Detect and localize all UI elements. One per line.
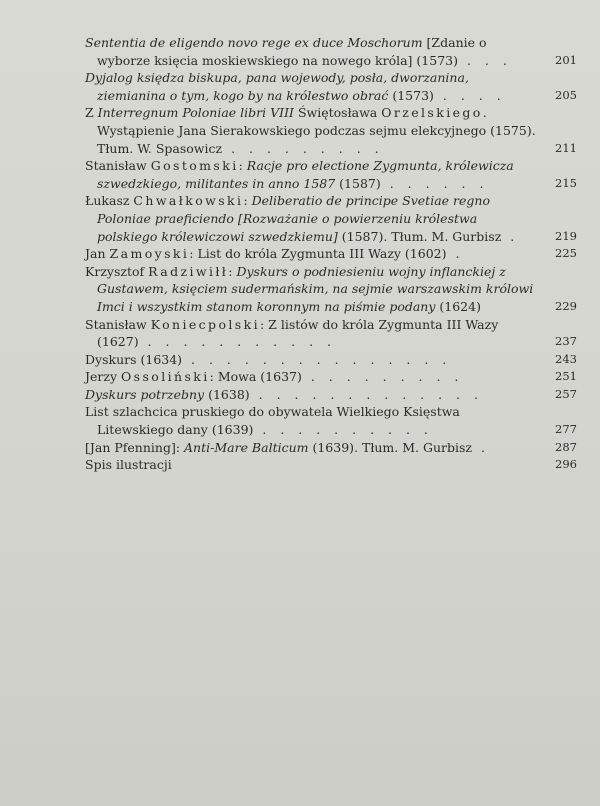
table-of-contents (85, 34, 577, 474)
author-firstname: Stanisław (85, 316, 151, 332)
toc-entry (85, 368, 577, 386)
toc-entry (85, 263, 577, 316)
toc-entry (85, 316, 577, 351)
toc-entry (85, 403, 577, 438)
author-firstname: Stanisław (85, 158, 151, 174)
entry-title: : List do króla Zygmunta III Wazy (1602) (189, 246, 447, 262)
entry-year: (1624) (435, 298, 481, 314)
toc-entry (85, 34, 577, 69)
author-surname: Zamoyski (109, 246, 190, 262)
page-number: 257 (555, 386, 577, 401)
entry-title: List szlachcica pruskiego do obywatela Wielkiego Księstwa Litewskiego dany (1639) (85, 404, 460, 438)
author-surname: Chwałkowski (133, 193, 244, 209)
toc-entry (85, 386, 577, 404)
leader-dots: . . . . . . . . . . (253, 422, 433, 438)
entry-title-translation: [Zdanie o wyborze księcia moskiewskiego na nowego króla] (97, 35, 487, 68)
author-bracketed: [Jan Pfenning]: (85, 439, 185, 455)
page-number: 229 (555, 298, 577, 313)
author-surname: Orzelskiego (381, 105, 483, 121)
page-number: 205 (555, 87, 577, 102)
entry-title: Deliberatio de principe Svetiae regno Poloniae praeficiendo [Rozważanie o powierzeniu królestwa polskiego królewiczowi szwedzkiemu] (97, 193, 490, 244)
entry-year: (1639). Tłum. M. Gurbisz (308, 439, 472, 455)
leader-dots: . . . . . . . . . . . (138, 334, 336, 350)
separator: : (243, 193, 252, 209)
entry-year: (1573) (388, 87, 434, 103)
page-number: 277 (555, 422, 577, 437)
author-firstname: Świętosława (293, 105, 382, 121)
entry-title: Dyskurs potrzebny (85, 386, 205, 402)
entry-title: Dyskurs o podniesieniu wojny inflanckiej z Gustawem, księciem sudermańskim, na sejmie warszawskim królowi Imci i wszystkim stanom koronnym na piśmie podany (97, 263, 534, 314)
author-firstname: Łukasz (85, 193, 134, 209)
page-number: 296 (555, 457, 577, 472)
page-number: 201 (555, 52, 577, 67)
leader-dots: . . . . . . . . . (301, 369, 464, 385)
entry-title: Anti-Mare Balticum (184, 439, 309, 455)
page-number: 215 (555, 175, 577, 190)
page-number: 237 (555, 334, 577, 349)
separator: : (228, 263, 237, 279)
toc-entry (85, 157, 577, 192)
entry-title: Sententia de eligendo novo rege ex duce Moschorum (85, 35, 423, 50)
leader-dots: . . . . . . . . . (222, 140, 384, 156)
separator: : (238, 158, 247, 174)
toc-entry (85, 351, 577, 369)
entry-title: Interregnum Poloniae libri VIII (97, 105, 294, 121)
author-surname: Radziwiłł (148, 263, 229, 279)
leader-dots: . . . . . . . . . . . . . (249, 386, 483, 402)
leader-dots: . . . . (433, 87, 506, 103)
toc-entry (85, 104, 577, 157)
leader-dots: . (471, 439, 490, 455)
leader-dots: . . . . . . . . . . . . . . . (182, 351, 452, 367)
author-surname: Gostomski (150, 158, 239, 174)
entry-title: Racje pro electione Zygmunta, królewicza szwedzkiego, militantes in anno 1587 (97, 158, 514, 191)
entry-title: Dyjalog księdza biskupa, pana wojewody, posła, dworzanina, ziemianina o tym, kogo by na królestwo obrać (85, 70, 469, 103)
page-number: 251 (555, 369, 577, 384)
entry-description: . Wystąpienie Jana Sierakowskiego podczas sejmu elekcyjnego (1575). Tłum. W. Spasowicz (97, 105, 536, 156)
author-firstname: Jan (85, 246, 110, 262)
entry-title: Spis ilustracji (85, 457, 172, 473)
entry-title: : Mowa (1637) (209, 369, 302, 385)
entry-title: : Z listów do króla Zygmunta III Wazy (1627) (97, 316, 499, 350)
toc-entry (85, 192, 577, 245)
entry-year: (1587) (335, 175, 381, 191)
toc-entry (85, 69, 577, 104)
author-surname: Ossoliński (121, 369, 210, 385)
leader-dots: . . . (457, 52, 512, 68)
page-number: 225 (555, 246, 577, 261)
entry-year: (1634) (136, 351, 183, 367)
page-number: 243 (555, 351, 577, 366)
entry-title: Dyskurs (85, 351, 137, 367)
author-firstname: Jerzy (85, 369, 122, 385)
leader-dots: . (501, 228, 520, 244)
entry-year: (1638) (204, 386, 250, 402)
author-surname: Koniecpolski (150, 316, 260, 332)
toc-entry (85, 439, 577, 457)
leader-dots: . (446, 246, 465, 262)
toc-entry (85, 245, 577, 263)
page-number: 211 (555, 140, 577, 155)
toc-entry (85, 456, 577, 474)
leader-dots: . . . . . . (380, 175, 489, 191)
entry-prefix: Z (85, 105, 98, 121)
author-firstname: Krzysztof (85, 263, 149, 279)
page-number: 287 (555, 439, 577, 454)
page-number: 219 (555, 228, 577, 243)
entry-year: (1587). Tłum. M. Gurbisz (337, 228, 502, 244)
entry-year: (1573) (412, 52, 458, 68)
